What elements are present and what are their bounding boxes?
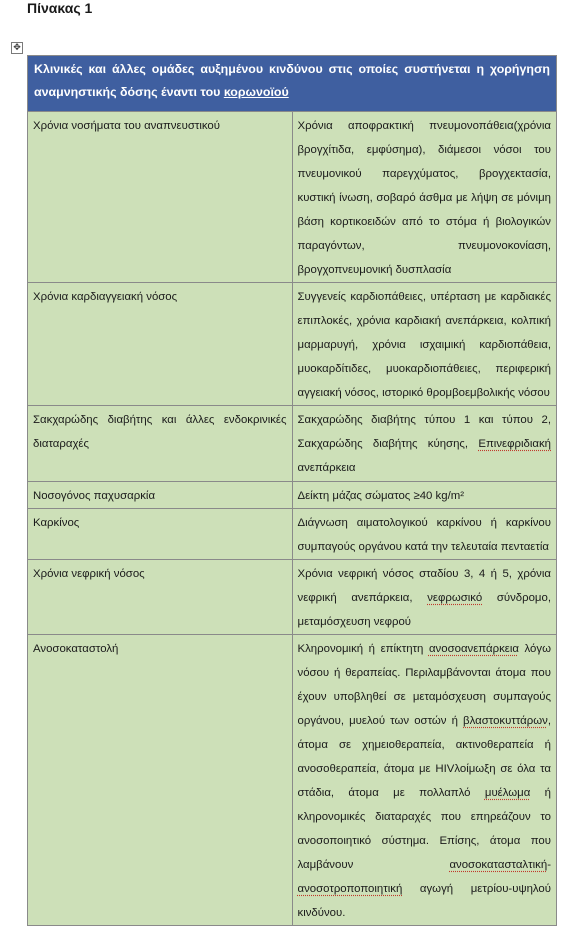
description-text: , άτομα σε χημειοθεραπεία, ακτινοθεραπεία ή ανοσοθεραπεία, άτομα με HIVλοίμωξη σε όλα τα στάδια, άτομα με πολλαπλό	[297, 715, 551, 799]
description-cell	[292, 560, 557, 635]
spellcheck-word: Επινεφριδιακή	[478, 438, 551, 450]
spellcheck-word: ανοσοκατασταλτική	[449, 859, 548, 871]
description-text: σύνδρομο, μεταμόσχευση νεφρού	[297, 592, 551, 628]
table-move-handle-icon[interactable]: ✥	[11, 42, 23, 54]
spellcheck-word: ανοσοτροποποιητική	[297, 883, 403, 895]
description-text: αγωγή μετρίου-υψηλού κινδύνου.	[297, 883, 551, 919]
category-cell: Καρκίνος	[28, 509, 293, 560]
spellcheck-word: ανοσοανεπάρκεια	[428, 643, 519, 655]
category-cell: Ανοσοκαταστολή	[28, 635, 293, 926]
table-row	[28, 283, 557, 406]
table-row	[28, 482, 557, 509]
description-text: Σακχαρώδης διαβήτης τύπου 1 και τύπου 2, Σακχαρώδης διαβήτης κύησης,	[297, 414, 551, 450]
description-text: Χρόνια νεφρική νόσος σταδίου 3, 4 ή 5, χρόνια νεφρική ανεπάρκεια,	[297, 568, 551, 604]
table-header-row	[28, 56, 557, 112]
header-text: Κλινικές και άλλες ομάδες αυξημένου κινδύνου στις οποίες συστήνεται η χορήγηση αναμνηστικής δόσης έναντι του	[34, 62, 550, 99]
category-cell: Χρόνια νοσήματα του αναπνευστικού	[28, 112, 293, 283]
description-cell: Δείκτη μάζας σώματος ≥40 kg/m²	[292, 482, 557, 509]
description-cell	[292, 635, 557, 926]
table-row	[28, 635, 557, 926]
spellcheck-word: βλαστοκυττάρων	[463, 715, 548, 727]
header-underlined-word: κορωνοϊού	[223, 85, 289, 99]
description-text: Κληρονομική ή επίκτητη	[297, 643, 429, 655]
category-cell: Νοσογόνος παχυσαρκία	[28, 482, 293, 509]
spellcheck-word: νεφρωσικό	[427, 592, 483, 604]
description-text: λόγω νόσου ή θεραπείας. Περιλαμβάνονται άτομα που έχουν υποβληθεί σε μεταμόσχευση συμπαγούς οργάνου, μυελού των οστών ή	[297, 643, 551, 727]
table-row	[28, 560, 557, 635]
description-text: ή κληρονομικές διαταραχές που επηρεάζουν το ανοσοποιητικό σύστημα. Επίσης, άτομα που λαμβάνουν	[297, 787, 551, 871]
description-cell: Συγγενείς καρδιοπάθειες, υπέρταση με καρδιακές επιπλοκές, χρόνια καρδιακή ανεπάρκεια, κολπική μαρμαρυγή, χρόνια ισχαιμική καρδιοπάθεια, μυοκαρδίτιδες, μυοκαρδιοπάθειες, περιφερική αγγειακή νόσος, ιστορικό θρομβοεμβολικής νόσου	[292, 283, 557, 406]
description-cell	[292, 406, 557, 482]
category-cell: Χρόνια καρδιαγγειακή νόσος	[28, 283, 293, 406]
table-row	[28, 406, 557, 482]
table-row	[28, 509, 557, 560]
page-title: Πίνακας 1	[27, 0, 93, 16]
description-text: ανεπάρκεια	[297, 462, 356, 474]
category-cell: Σακχαρώδης διαβήτης και άλλες ενδοκρινικές διαταραχές	[28, 406, 293, 482]
table-row	[28, 112, 557, 283]
category-cell: Χρόνια νεφρική νόσος	[28, 560, 293, 635]
description-text: -	[547, 859, 551, 871]
spellcheck-word: μυέλωμα	[484, 787, 531, 799]
description-cell: Χρόνια αποφρακτική πνευμονοπάθεια(χρόνια βρογχίτιδα, εμφύσημα), διάμεσοι νόσοι του πνευμονικού παρεγχύματος, βρογχεκτασία, κυστική ίνωση, σοβαρό άσθμα με λήψη σε μόνιμη βάση κορτικοειδών από το στόμα ή βιολογικών παραγόντων, πνευμονοκονίαση, βρογχοπνευμονική δυσπλασία	[292, 112, 557, 283]
description-cell: Διάγνωση αιματολογικού καρκίνου ή καρκίνου συμπαγούς οργάνου κατά την τελευταία πενταετία	[292, 509, 557, 560]
risk-groups-table	[27, 55, 557, 926]
table-header	[28, 56, 557, 112]
